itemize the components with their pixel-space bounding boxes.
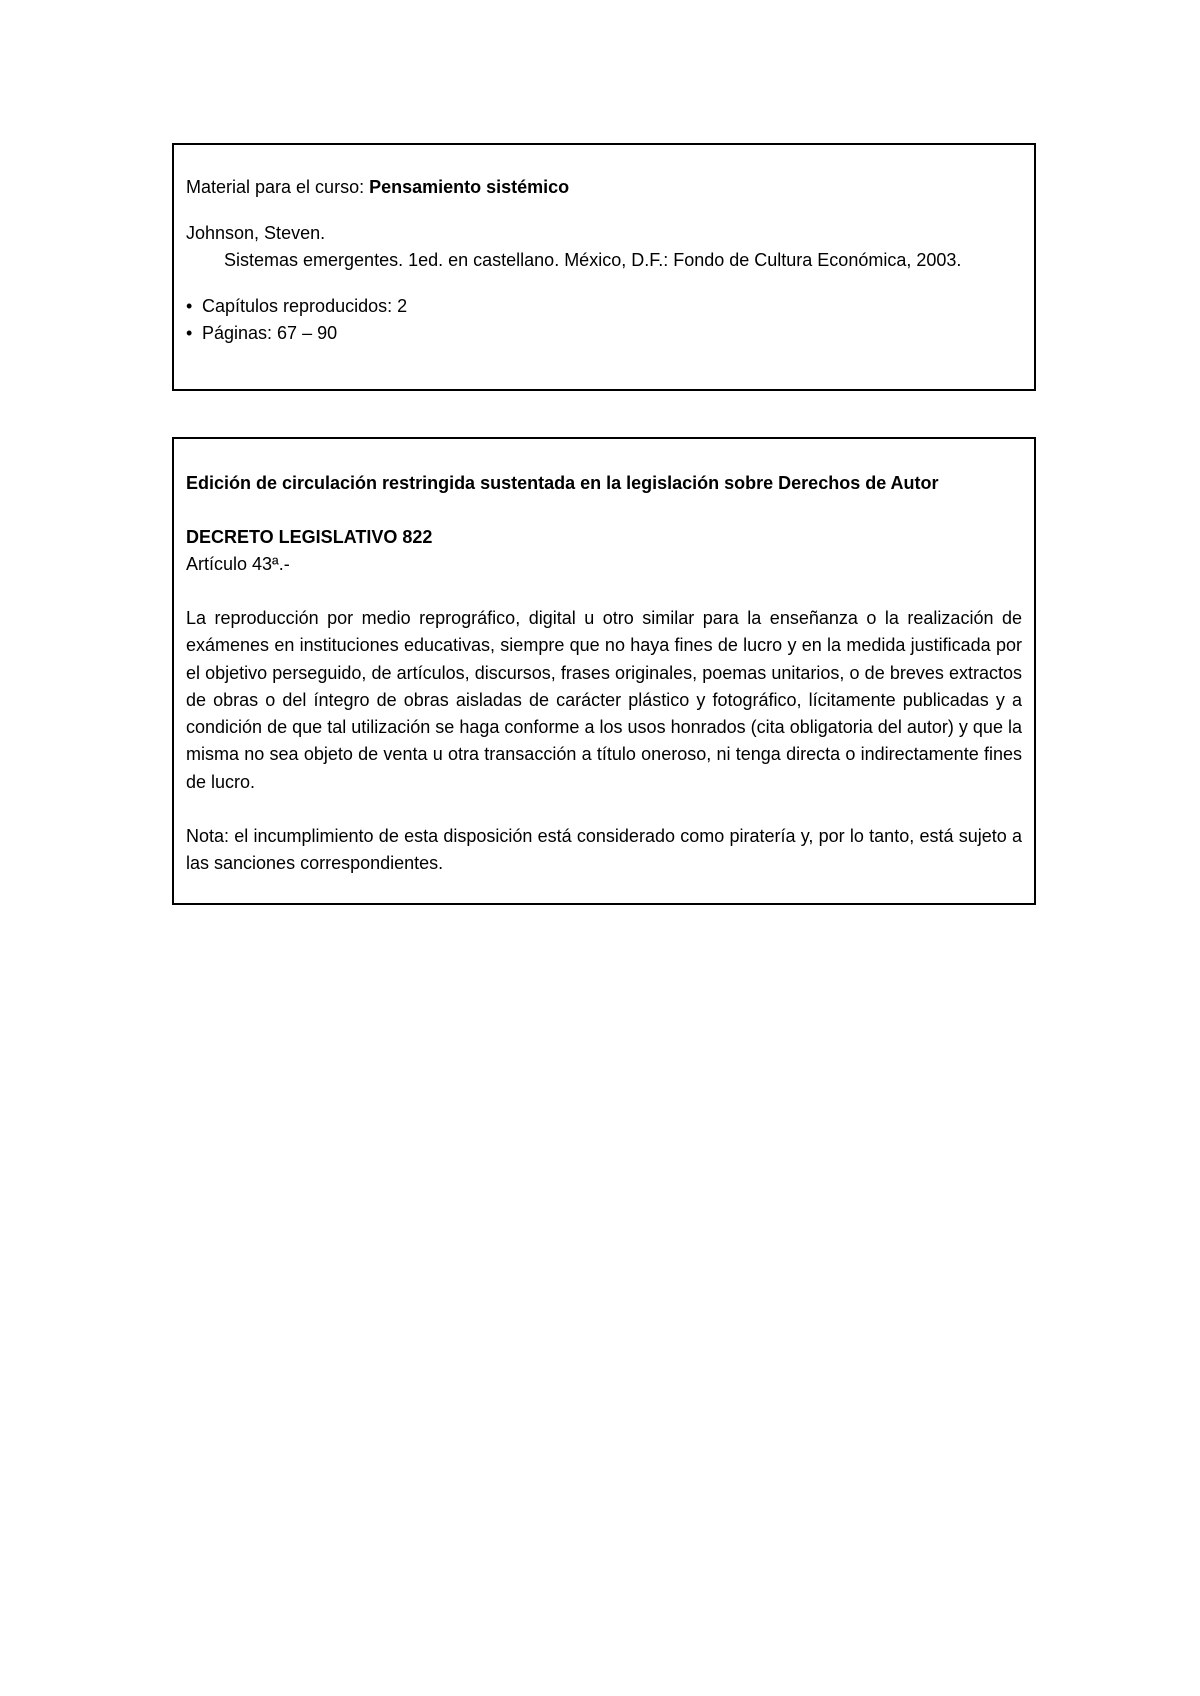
author: Johnson, Steven. [186,223,326,243]
course-label: Material para el curso: [186,177,370,197]
legal-heading: Edición de circulación restringida sustentada en la legislación sobre Derechos de Autor [186,473,939,493]
bibliographic-reference: Sistemas emergentes. 1ed. en castellano. México, D.F.: Fondo de Cultura Económica, 2003. [224,250,962,270]
legal-notice-box [172,437,1036,905]
article-number: Artículo 43ª.- [186,554,290,574]
piracy-note: Nota: el incumplimiento de esta disposición está considerado como piratería y, por lo tanto, está sujeto a las sanciones correspondientes. [186,826,1022,874]
course-info-box [172,143,1036,391]
bullet-pages [186,320,1022,347]
chapters-text: Capítulos reproducidos: 2 [202,296,408,316]
course-name: Pensamiento sistémico [369,177,570,197]
pages-text: Páginas: 67 – 90 [202,323,338,343]
bullet-chapters [186,293,1022,320]
legal-body-paragraph: La reproducción por medio reprográfico, digital u otro similar para la enseñanza o la realización de exámenes en instituciones educativas, siempre que no haya fines de lucro y en la medida justificada por el objetivo perseguido, de artículos, discursos, frases originales, poemas unitarios, o de breves extractos de obras o del íntegro de obras aisladas de carácter plástico y fotográfico, lícitamente publicadas y a condición de que tal utilización se haga conforme a los usos honrados (cita obligatoria del autor) y que la misma no sea objeto de venta u otra transacción a título oneroso, ni tenga directa o indirectamente fines de lucro. [186,608,1022,792]
bullet-icon: • [186,296,193,316]
bullet-icon: • [186,323,193,343]
decree-title: DECRETO LEGISLATIVO 822 [186,527,433,547]
course-line [186,174,1022,201]
